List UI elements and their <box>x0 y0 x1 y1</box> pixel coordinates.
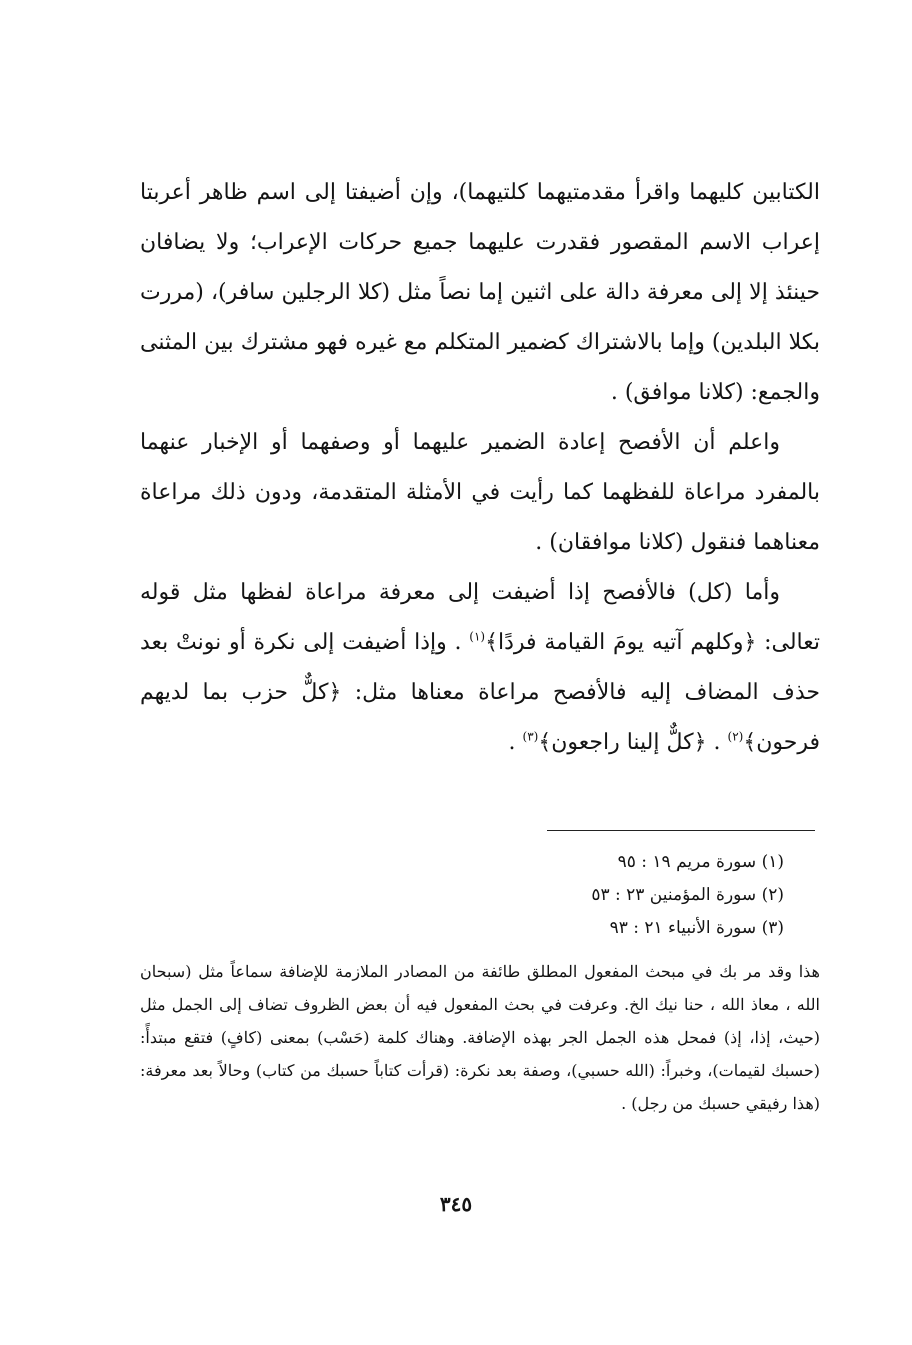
paragraph-2: واعلم أن الأفصح إعادة الضمير عليهما أو وصفهما أو الإخبار عنهما بالمفرد مراعاة للفظهما كما رأيت في الأمثلة المتقدمة، ودون ذلك مراعاة معناهما فنقول (كلانا موافقان) . <box>140 430 820 555</box>
footnote-ref-1: (١) <box>469 629 486 644</box>
paragraph-1: الكتابين كليهما واقرأ مقدمتيهما كلتيهما)، وإن أضيفتا إلى اسم ظاهر أعربتا إعراب الاسم المقصور فقدرت عليهما جميع حركات الإعراب؛ ولا يضافان حينئذ إلا إلى معرفة دالة على اثنين إما نصاً مثل (كلا الرجلين سافر)، (مررت بكلا البلدين) وإما بالاشتراك كضمير المتكلم مع غيره فهو مشترك بين المثنى والجمع: (كلانا موافق) . <box>140 180 820 405</box>
footnote-2: (٢) سورة المؤمنين ٢٣ : ٥٣ <box>591 885 784 905</box>
footnote-note <box>140 955 820 1120</box>
paragraph-3-part-b: . وإذا أضيفت إلى نكرة أو نونتْ بعد حذف المضاف إليه فالأفصح مراعاة معناها مثل: ﴿كلٌّ حزب بما لديهم فرحون﴾ <box>140 630 820 755</box>
footnote-ref-2: (٢) <box>727 729 744 744</box>
footnote-divider <box>547 830 815 831</box>
paragraph-3 <box>140 568 820 768</box>
footnotes-list <box>140 846 820 945</box>
paragraph-3-part-a: وأما (كل) فالأفصح إذا أضيفت إلى معرفة مراعاة لفظها مثل قوله تعالى: ﴿وكلهم آتيه يومَ القيامة فردًا﴾ <box>140 580 820 655</box>
footnote-3: (٣) سورة الأنبياء ٢١ : ٩٣ <box>609 918 784 938</box>
page-number: ٣٤٥ <box>439 1192 473 1216</box>
footnote-ref-3: (٣) <box>522 729 539 744</box>
paragraph-3-part-c: . ﴿كلٌّ إلينا راجعون﴾ <box>538 730 728 755</box>
footnote-note-text: هذا وقد مر بك في مبحث المفعول المطلق طائفة من المصادر الملازمة للإضافة سماعاً مثل (سبحان الله ، معاذ الله ، حنا نيك الخ. وعرفت في بحث المفعول فيه أن بعض الظروف تضاف إلى الجمل مثل (حيث، إذا، إذ) فمحل هذه الجمل الجر بهذه الإضافة. وهناك كلمة (حَسْب) بمعنى (كافٍ) فتقع مبتدأً: (حسبك لقيمات)، وخبراً: (الله حسبي)، وصفة بعد نكرة: (قرأت كتاباً حسبك من كتاب) وحالاً بعد معرفة: (هذا رفيقي حسبك من رجل) . <box>140 962 820 1113</box>
paragraph-3-part-d: . <box>508 730 523 755</box>
footnote-1: (١) سورة مريم ١٩ : ٩٥ <box>617 852 784 872</box>
main-text <box>140 168 820 768</box>
